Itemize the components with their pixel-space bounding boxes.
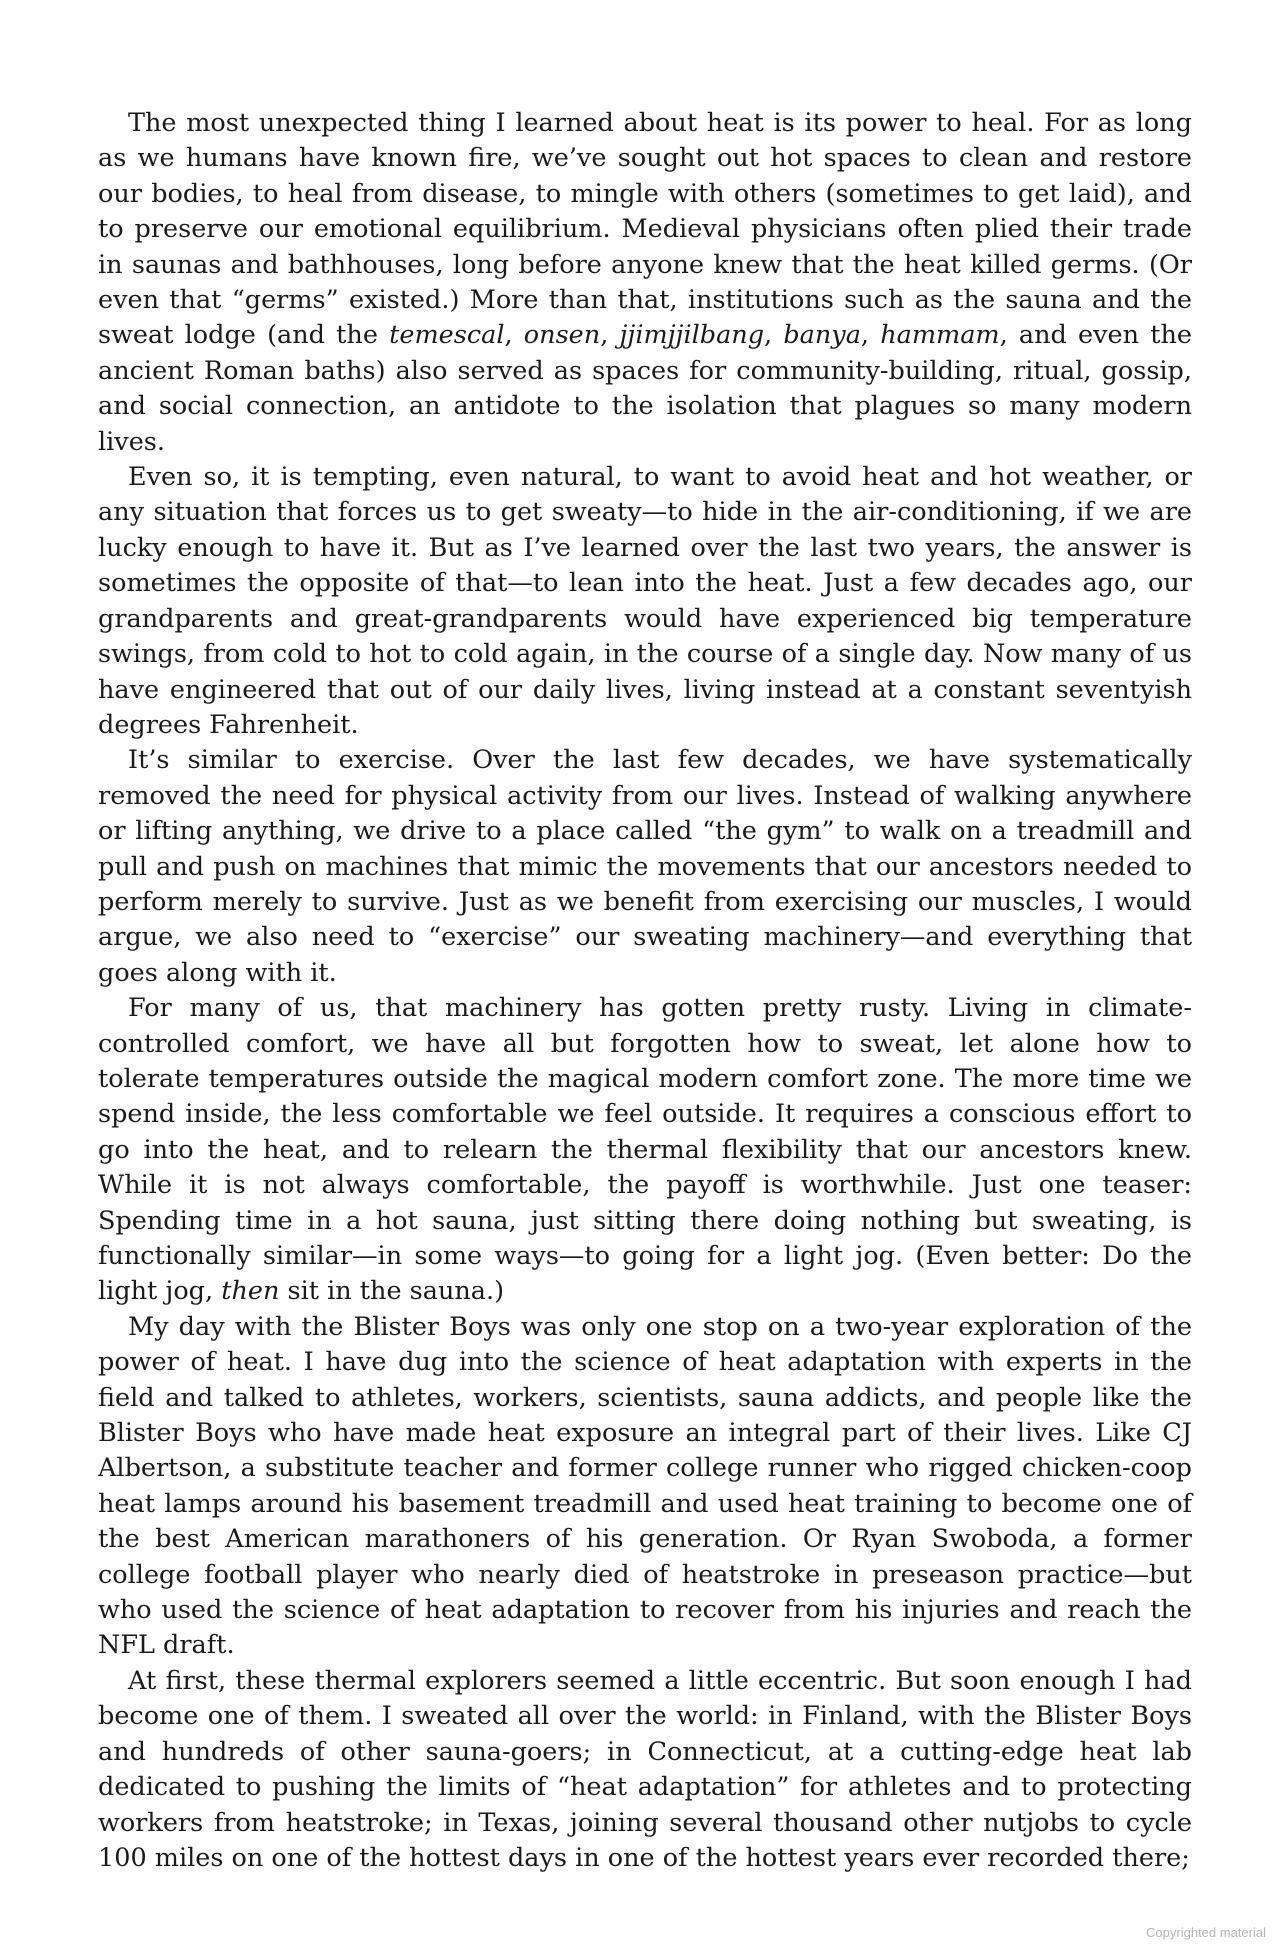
italic-text: onsen xyxy=(523,320,601,351)
text-run: , xyxy=(860,320,881,351)
italic-text: temescal xyxy=(389,320,505,351)
text-run: It’s similar to exercise. Over the last few decades, we have systematically removed the need for physical activity from our lives. Instead of walking anywhere or lifting anything, we drive to a place called “the gym” to walk on a treadmill and pull and push on machines that mimic the movements that our ancestors needed to perform merely to survive. Just as we benefit from exercising our muscles, I would argue, we also need to “exercise” our sweating machinery—and everything that goes along with it. xyxy=(98,745,1192,988)
italic-text: jjimjjilbang xyxy=(619,320,765,351)
text-run: The most unexpected thing I learned about heat is its power to heal. For as long as we humans have known fire, we’ve sought out hot spaces to clean and restore our bodies, to heal from disease, to mingle with others (sometimes to get laid), and to preserve our emotional equilibrium. Medieval physicians often plied their trade in saunas and bathhouses, long before anyone knew that the heat killed germs. (Or even that “germs” existed.) More than that, institutions such as the sauna and the sweat lodge (and the xyxy=(98,108,1192,351)
italic-text: hammam xyxy=(880,320,1000,351)
text-run: sit in the sauna.) xyxy=(279,1276,505,1307)
paragraph xyxy=(98,106,1192,460)
text-run: My day with the Blister Boys was only one stop on a two-year exploration of the power of heat. I have dug into the science of heat adaptation with experts in the field and talked to athletes, workers, scientists, sauna addicts, and people like the Blister Boys who have made heat exposure an integral part of their lives. Like CJ Albertson, a substitute teacher and former college runner who rigged chicken-coop heat lamps around his basement treadmill and used heat training to become one of the best American marathoners of his generation. Or Ryan Swoboda, a former college football player who nearly died of heatstroke in preseason practice—but who used the science of heat adaptation to recover from his injuries and reach the NFL draft. xyxy=(98,1311,1192,1661)
paragraph xyxy=(98,991,1192,1310)
copyright-watermark: Copyrighted material xyxy=(1146,1925,1266,1940)
paragraph xyxy=(98,1310,1192,1664)
italic-text: banya xyxy=(783,320,861,351)
text-run: , xyxy=(600,320,620,351)
text-run: Even so, it is tempting, even natural, to want to avoid heat and hot weather, or any situation that forces us to get sweaty—to hide in the air-conditioning, if we are lucky enough to have it. But as I’ve learned over the last two years, the answer is sometimes the opposite of that—to lean into the heat. Just a few decades ago, our grandparents and great-grandparents would have experienced big temperature swings, from cold to hot to cold again, in the course of a single day. Now many of us have engineered that out of our daily lives, living instead at a constant seventyish degrees Fahrenheit. xyxy=(98,462,1192,740)
paragraph xyxy=(98,743,1192,991)
text-run: , xyxy=(504,320,524,351)
text-run: , and even the ancient Roman baths) also served as spaces for community-building, ritual, gossip, and social connection, an antidote to the isolation that plagues so many modern lives. xyxy=(98,320,1193,457)
italic-text: then xyxy=(221,1276,280,1307)
text-run: At first, these thermal explorers seemed a little eccentric. But soon enough I had become one of them. I sweated all over the world: in Finland, with the Blister Boys and hundreds of other sauna-goers; in Connecticut, at a cutting-edge heat lab dedicated to pushing the limits of “heat adaptation” for athletes and to protecting workers from heatstroke; in Texas, joining several thousand other nutjobs to cycle 100 miles on one of the hottest days in one of the hottest years ever recorded there; xyxy=(98,1665,1192,1873)
paragraph xyxy=(98,460,1192,743)
body-text xyxy=(98,106,1192,1876)
paragraph xyxy=(98,1664,1192,1876)
text-run: For many of us, that machinery has gotten pretty rusty. Living in climate-controlled comfort, we have all but forgotten how to sweat, let alone how to tolerate temperatures outside the magical modern comfort zone. The more time we spend inside, the less comfortable we feel outside. It requires a conscious effort to go into the heat, and to relearn the thermal flexibility that our ancestors knew. While it is not always comfortable, the payoff is worthwhile. Just one teaser: Spending time in a hot sauna, just sitting there doing nothing but sweating, is functionally similar—in some ways—to going for a light jog. (Even better: Do the light jog, xyxy=(98,993,1192,1307)
text-run: , xyxy=(764,320,784,351)
